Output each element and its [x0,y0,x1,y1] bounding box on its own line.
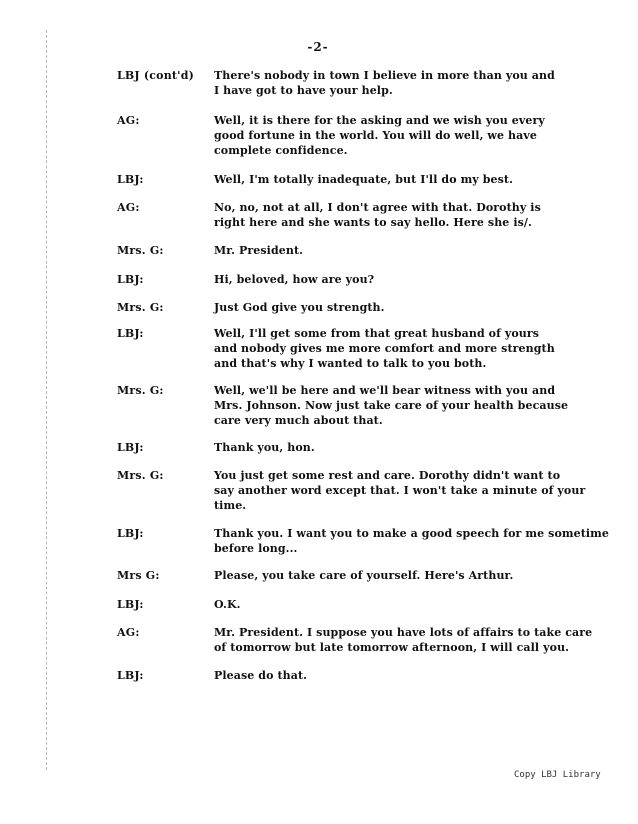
speech-line: Hi, beloved, how are you? [214,273,375,286]
speech-line: before long... [214,542,298,555]
speech-text [214,383,594,428]
speaker-label: LBJ: [117,598,144,611]
speech-line: Please, you take care of yourself. Here's Arthur. [214,569,514,582]
speech-text [214,113,594,158]
speaker-label: LBJ: [117,273,144,286]
speaker-label: LBJ (cont'd) [117,69,195,82]
speech-line: and that's why I wanted to talk to you both. [214,357,487,370]
speech-line: You just get some rest and care. Dorothy didn't want to [214,469,561,482]
page-number: -2- [307,40,329,54]
speech-line: O.K. [214,598,241,611]
speaker-label: LBJ: [117,441,144,454]
library-footer: Copy LBJ Library [514,770,601,780]
speech-line: Please do that. [214,669,308,682]
speaker-label: LBJ: [117,669,144,682]
speech-text [214,625,594,655]
speech-line: Just God give you strength. [214,301,385,314]
speech-text [214,468,594,513]
speech-text [214,172,594,187]
speaker-label: Mrs. G: [117,384,164,397]
speech-text [214,272,594,287]
speech-line: Thank you, hon. [214,441,315,454]
speech-line: and nobody gives me more comfort and more strength [214,342,555,355]
speech-line: Well, I'm totally inadequate, but I'll do my best. [214,173,514,186]
speech-line: I have got to have your help. [214,84,393,97]
speech-line: Mrs. Johnson. Now just take care of your health because [214,399,569,412]
speaker-label: LBJ: [117,173,144,186]
speaker-label: LBJ: [117,527,144,540]
speech-text [214,68,594,98]
speech-text [214,243,594,258]
speaker-label: AG: [117,626,140,639]
speech-line: complete confidence. [214,144,348,157]
speech-text [214,300,594,315]
speech-line: good fortune in the world. You will do well, we have [214,129,537,142]
speech-line: right here and she wants to say hello. Here she is/. [214,216,532,229]
speaker-label: AG: [117,114,140,127]
speech-text [214,200,594,230]
speaker-label: Mrs G: [117,569,160,582]
speech-line: There's nobody in town I believe in more than you and [214,69,555,82]
speaker-label: Mrs. G: [117,469,164,482]
speech-line: of tomorrow but late tomorrow afternoon, I will call you. [214,641,570,654]
speech-line: Mr. President. [214,244,304,257]
speech-text [214,440,594,455]
speaker-label: Mrs. G: [117,244,164,257]
speech-line: care very much about that. [214,414,383,427]
speaker-label: Mrs. G: [117,301,164,314]
speech-line: Well, I'll get some from that great husband of yours [214,327,540,340]
speech-line: Well, we'll be here and we'll bear witness with you and [214,384,556,397]
speaker-label: LBJ: [117,327,144,340]
speech-text [214,597,594,612]
speech-text [214,326,594,371]
binding-margin-line [46,30,47,770]
speech-text [214,526,610,556]
speech-text [214,568,594,583]
speech-line: No, no, not at all, I don't agree with that. Dorothy is [214,201,541,214]
speaker-label: AG: [117,201,140,214]
speech-line: time. [214,499,247,512]
speech-line: Thank you. I want you to make a good speech for me sometime [214,527,610,540]
speech-line: say another word except that. I won't take a minute of your [214,484,586,497]
speech-line: Mr. President. I suppose you have lots of affairs to take care [214,626,593,639]
speech-text [214,668,594,683]
speech-line: Well, it is there for the asking and we wish you every [214,114,545,127]
